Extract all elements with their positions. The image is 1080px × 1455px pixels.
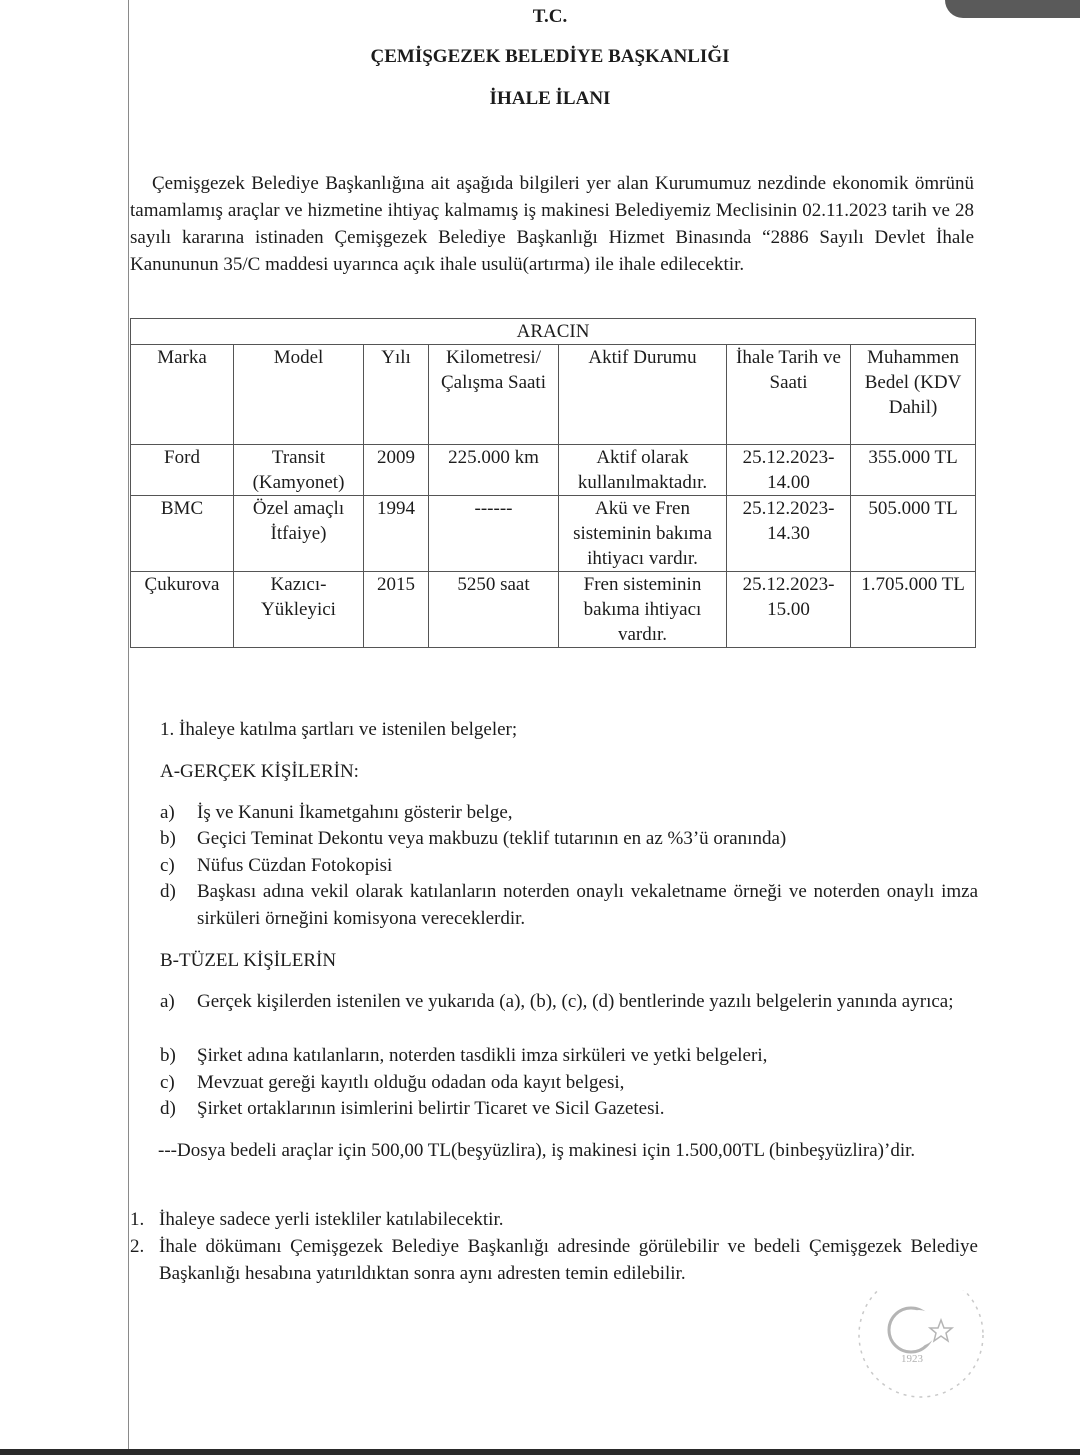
section-a-item [160, 878, 978, 932]
column-header: Muhammen Bedel (KDV Dahil) [851, 345, 976, 445]
table-group-header-row [131, 319, 976, 345]
section-b-item [160, 1042, 978, 1069]
item-label: b) [160, 828, 176, 849]
table-row [131, 445, 976, 496]
table-group-header: ARACIN [131, 319, 976, 345]
column-header: Aktif Durumu [559, 345, 727, 445]
item-text: Mevzuat gereği kayıtlı olduğu odadan oda kayıt belgesi, [197, 1072, 625, 1093]
table-row [131, 572, 976, 648]
column-header: Kilometresi/ Çalışma Saati [429, 345, 559, 445]
note-label: 1. [130, 1209, 145, 1230]
item-text: Gerçek kişilerden istenilen ve yukarıda (a), (b), (c), (d) bentlerinde yazılı belgelerin yanında ayrıca; [197, 991, 954, 1012]
item-label: d) [160, 1098, 176, 1119]
cell-yili: 1994 [364, 496, 429, 572]
note-text: İhaleye sadece yerli istekliler katılabilecektir. [159, 1209, 504, 1230]
section-b-title: B-TÜZEL KİŞİLERİN [160, 950, 337, 971]
page-left-edge [128, 0, 129, 1455]
cell-durum: Fren sisteminin bakıma ihtiyacı vardır. [559, 572, 727, 648]
table-row [131, 496, 976, 572]
section-b-item [160, 988, 978, 1015]
column-header: İhale Tarih ve Saati [727, 345, 851, 445]
section-a-item [160, 799, 978, 826]
cell-model: Transit (Kamyonet) [234, 445, 364, 496]
column-header: Model [234, 345, 364, 445]
section-b-item [160, 1095, 978, 1122]
item-text: Şirket adına katılanların, noterden tasdikli imza sirküleri ve yetki belgeleri, [197, 1045, 768, 1066]
table-header-row [131, 345, 976, 445]
item-text: Geçici Teminat Dekontu veya makbuzu (teklif tutarının en az %3’ü oranında) [197, 828, 787, 849]
cell-bedel: 505.000 TL [851, 496, 976, 572]
item-label: c) [160, 855, 175, 876]
header-organization: ÇEMİŞGEZEK BELEDİYE BAŞKANLIĞI [370, 46, 730, 67]
section-a-item [160, 852, 978, 879]
item-label: c) [160, 1072, 175, 1093]
item-label: b) [160, 1045, 176, 1066]
vehicle-table [130, 318, 976, 648]
note-item [130, 1233, 978, 1287]
cell-ihale-tarih: 25.12.2023-15.00 [727, 572, 851, 648]
item-text: İş ve Kanuni İkametgahını gösterir belge, [197, 802, 513, 823]
note-item [130, 1206, 978, 1233]
intro-paragraph: Çemişgezek Belediye Başkanlığına ait aşağıda bilgileri yer alan Kurumumuz nezdinde ekonomik ömrünü tamamlamış araçlar ve hizmetine ihtiyaç kalmamış iş makinesi Belediyemiz Meclisinin 02.11.2023 tarih ve 28 sayılı kararına istinaden Çemişgezek Belediye Başkanlığı Hizmet Binasında “2886 Sayılı Devlet İhale Kanununun 35/C maddesi uyarınca açık ihale usulü(artırma) ile ihale edilecektir. [130, 173, 974, 275]
item-text: Başkası adına vekil olarak katılanların noterden onaylı vekaletname örneği ve noterden onaylı imza sirküleri örneğini komisyona vereceklerdir. [197, 881, 978, 929]
note-label: 2. [130, 1236, 145, 1257]
item-text: Nüfus Cüzdan Fotokopisi [197, 855, 393, 876]
cell-model: Kazıcı-Yükleyici [234, 572, 364, 648]
section-a-title: A-GERÇEK KİŞİLERİN: [160, 761, 359, 782]
cell-kilometre: ------ [429, 496, 559, 572]
section-a-item [160, 825, 978, 852]
stamp-year: 1923 [901, 1353, 923, 1365]
item-text: Şirket ortaklarının isimlerini belirtir Ticaret ve Sicil Gazetesi. [197, 1098, 665, 1119]
cell-ihale-tarih: 25.12.2023-14.00 [727, 445, 851, 496]
column-header: Yılı [364, 345, 429, 445]
cell-yili: 2015 [364, 572, 429, 648]
file-fee-paragraph: ---Dosya bedeli araçlar için 500,00 TL(beşyüzlira), iş makinesi için 1.500,00TL (binbeşyüzlira)’dir. [158, 1140, 916, 1161]
cell-marka: BMC [131, 496, 234, 572]
cell-bedel: 355.000 TL [851, 445, 976, 496]
page-bottom-edge [0, 1449, 1080, 1455]
cell-marka: Ford [131, 445, 234, 496]
header-tc: T.C. [532, 6, 568, 27]
conditions-heading: 1. İhaleye katılma şartları ve istenilen belgeler; [160, 719, 518, 740]
cell-durum: Aktif olarak kullanılmaktadır. [559, 445, 727, 496]
crescent-star-seal-icon [826, 1290, 1001, 1420]
cell-yili: 2009 [364, 445, 429, 496]
document-title: İHALE İLANI [489, 88, 611, 109]
note-text: İhale dökümanı Çemişgezek Belediye Başkanlığı adresinde görülebilir ve bedeli Çemişgezek Belediye Başkanlığı hesabına yatırıldıktan sonra aynı adresten temin edilebilir. [159, 1236, 978, 1284]
cell-kilometre: 5250 saat [429, 572, 559, 648]
cell-durum: Akü ve Fren sisteminin bakıma ihtiyacı vardır. [559, 496, 727, 572]
column-header: Marka [131, 345, 234, 445]
item-label: d) [160, 881, 176, 902]
item-label: a) [160, 802, 175, 823]
item-label: a) [160, 991, 175, 1012]
cell-model: Özel amaçlı İtfaiye) [234, 496, 364, 572]
cell-bedel: 1.705.000 TL [851, 572, 976, 648]
section-b-item [160, 1069, 978, 1096]
cell-marka: Çukurova [131, 572, 234, 648]
cell-ihale-tarih: 25.12.2023-14.30 [727, 496, 851, 572]
cell-kilometre: 225.000 km [429, 445, 559, 496]
